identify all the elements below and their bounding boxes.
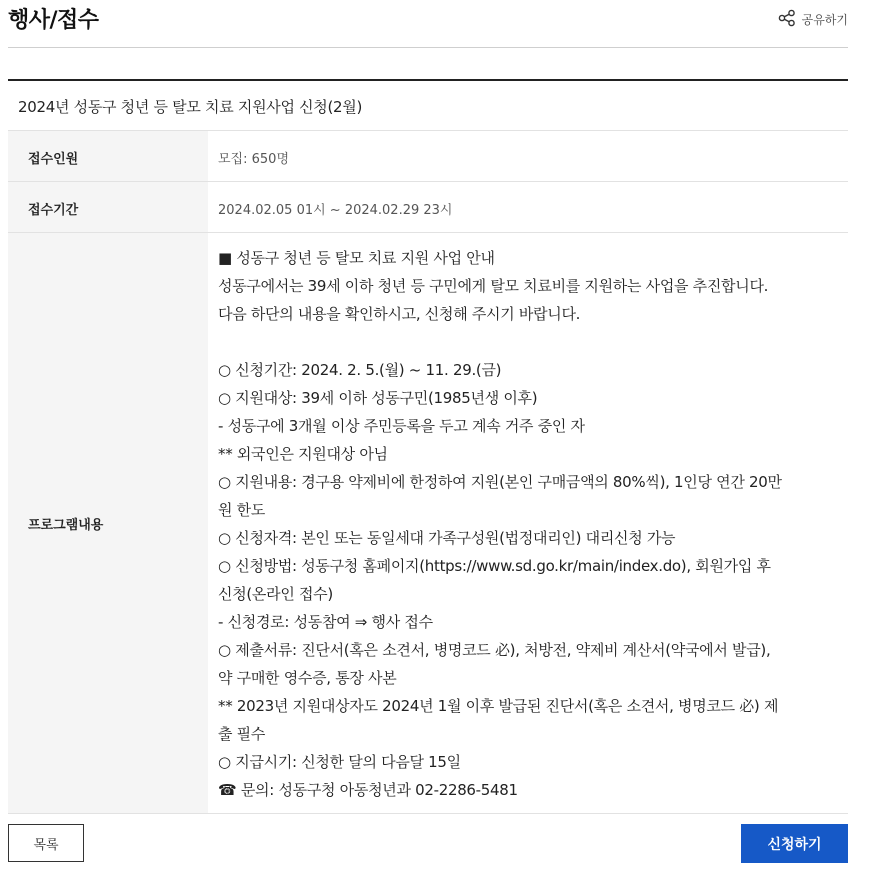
content-line: 다음 하단의 내용을 확인하시고, 신청해 주시기 바랍니다. <box>218 305 581 323</box>
content-line: ○ 지원내용: 경구용 약제비에 한정하여 지원(본인 구매금액의 80%씩), 1인당 연간 20만 <box>218 473 782 491</box>
content-line: 원 한도 <box>218 501 266 519</box>
share-label: 공유하기 <box>801 13 848 27</box>
content-line: ** 외국인은 지원대상 아님 <box>218 445 388 463</box>
content-line: - 신청경로: 성동참여 ⇒ 행사 접수 <box>218 613 433 631</box>
content-line: 출 필수 <box>218 725 266 743</box>
recruit-label: 접수인원 <box>28 152 79 167</box>
content-line: ■ 성동구 청년 등 탈모 치료 지원 사업 안내 <box>218 249 495 267</box>
content-line: ○ 신청방법: 성동구청 홈페이지(https://www.sd.go.kr/main/index.do), 회원가입 후 <box>218 557 771 575</box>
content-line: 성동구에서는 39세 이하 청년 등 구민에게 탈모 치료비를 지원하는 사업을 추진합니다. <box>218 277 769 295</box>
content-line: ○ 제출서류: 진단서(혹은 소견서, 병명코드 必), 처방전, 약제비 계산서(약국에서 발급), <box>218 641 771 659</box>
content-line: ○ 신청자격: 본인 또는 동일세대 가족구성원(법정대리인) 대리신청 가능 <box>218 529 676 547</box>
apply-button[interactable]: 신청하기 <box>741 824 848 863</box>
list-button[interactable]: 목록 <box>8 824 84 862</box>
period-label: 접수기간 <box>28 203 79 218</box>
content-line: ○ 신청기간: 2024. 2. 5.(월) ~ 11. 29.(금) <box>218 361 502 379</box>
program-content <box>218 244 843 804</box>
content-line: ** 2023년 지원대상자도 2024년 1월 이후 발급된 진단서(혹은 소견서, 병명코드 必) 제 <box>218 697 779 715</box>
content-line <box>218 328 843 356</box>
content-line: ○ 지급시기: 신청한 달의 다음달 15일 <box>218 753 461 771</box>
share-icon <box>778 9 796 30</box>
page-title: 행사/접수 <box>8 8 99 33</box>
content-line: ○ 지원대상: 39세 이하 성동구민(1985년생 이후) <box>218 389 538 407</box>
recruit-value: 모집: 650명 <box>218 152 289 167</box>
row-divider <box>8 813 848 814</box>
share-button[interactable] <box>778 9 848 30</box>
content-line: 신청(온라인 접수) <box>218 585 333 603</box>
content-line: 약 구매한 영수증, 통장 사본 <box>218 669 397 687</box>
board-top-border <box>8 79 848 81</box>
content-line: ☎ 문의: 성동구청 아동청년과 02-2286-5481 <box>218 781 518 799</box>
program-label: 프로그램내용 <box>28 518 104 533</box>
post-title: 2024년 성동구 청년 등 탈모 치료 지원사업 신청(2월) <box>18 98 363 116</box>
period-value: 2024.02.05 01시 ~ 2024.02.29 23시 <box>218 203 453 218</box>
content-line: - 성동구에 3개월 이상 주민등록을 두고 계속 거주 중인 자 <box>218 417 585 435</box>
header-divider <box>8 47 848 48</box>
